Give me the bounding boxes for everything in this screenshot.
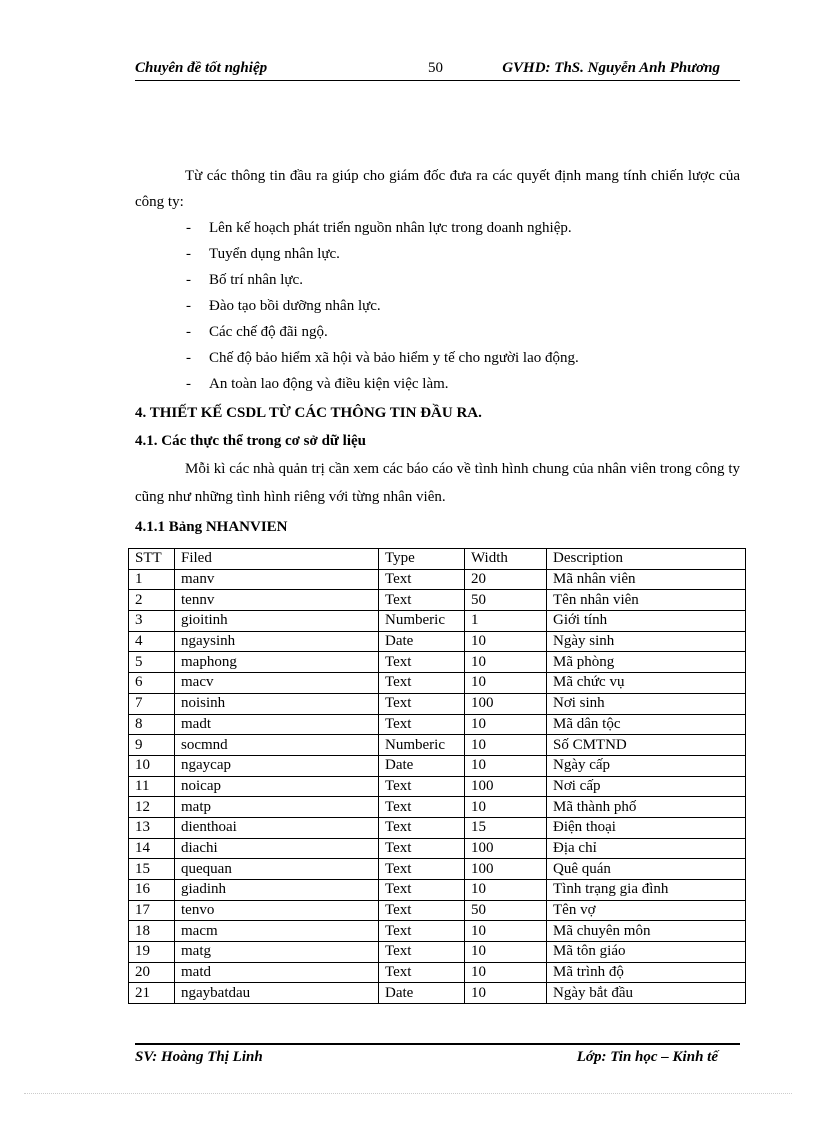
table-cell: maphong <box>175 652 379 673</box>
table-cell: Text <box>379 673 465 694</box>
table-cell: tennv <box>175 590 379 611</box>
column-header: Width <box>465 549 547 570</box>
table-cell: 100 <box>465 693 547 714</box>
table-cell: Mã thành phố <box>547 797 746 818</box>
table-row <box>129 693 746 714</box>
table-cell: Ngày cấp <box>547 755 746 776</box>
table-cell: Mã phòng <box>547 652 746 673</box>
table-cell: Text <box>379 921 465 942</box>
table-cell: Text <box>379 817 465 838</box>
table-cell: ngaycap <box>175 755 379 776</box>
page-header <box>135 58 740 81</box>
table-cell: Mã tôn giáo <box>547 942 746 963</box>
table-cell: Tình trạng gia đình <box>547 880 746 901</box>
table-cell: Tên vợ <box>547 900 746 921</box>
table-cell: 19 <box>129 942 175 963</box>
table-cell: Quê quán <box>547 859 746 880</box>
table-row <box>129 776 746 797</box>
table-cell: Nơi cấp <box>547 776 746 797</box>
table-row <box>129 590 746 611</box>
table-row <box>129 735 746 756</box>
table-cell: 10 <box>465 880 547 901</box>
table-cell: 10 <box>465 942 547 963</box>
list-item: - Chế độ bảo hiểm xã hội và bảo hiểm y tế cho người lao động. <box>135 345 740 371</box>
table-cell: madt <box>175 714 379 735</box>
table-row <box>129 880 746 901</box>
table-cell: 10 <box>465 673 547 694</box>
table-row <box>129 797 746 818</box>
list-item: - Các chế độ đãi ngộ. <box>135 319 740 345</box>
table-cell: 10 <box>465 652 547 673</box>
table-row <box>129 714 746 735</box>
table-cell: Mã trình độ <box>547 962 746 983</box>
table-cell: 20 <box>465 569 547 590</box>
table-cell: manv <box>175 569 379 590</box>
table-cell: 100 <box>465 776 547 797</box>
nhanvien-table <box>128 548 746 1004</box>
intro-paragraph: Từ các thông tin đầu ra giúp cho giám đốc đưa ra các quyết định mang tính chiến lược của công ty: <box>135 168 740 210</box>
table-cell: 100 <box>465 859 547 880</box>
table-body <box>129 569 746 1003</box>
table-cell: Ngày bắt đầu <box>547 983 746 1004</box>
table-cell: Nơi sinh <box>547 693 746 714</box>
table-cell: 9 <box>129 735 175 756</box>
bottom-divider <box>24 1093 792 1094</box>
section-paragraph: Mỗi kì các nhà quản trị cần xem các báo cáo về tình hình chung của nhân viên trong công ty cũng như những tình hình riêng với từng nhân viên. <box>135 461 740 505</box>
table-cell: Text <box>379 693 465 714</box>
list-item: - Tuyển dụng nhân lực. <box>135 241 740 267</box>
table-cell: 100 <box>465 838 547 859</box>
table-cell: Giới tính <box>547 611 746 632</box>
table-row <box>129 983 746 1004</box>
table-cell: 6 <box>129 673 175 694</box>
page-number: 50 <box>428 60 443 76</box>
table-cell: Mã chức vụ <box>547 673 746 694</box>
table-cell: Text <box>379 797 465 818</box>
table-cell: Text <box>379 776 465 797</box>
table-cell: socmnd <box>175 735 379 756</box>
table-row <box>129 900 746 921</box>
table-cell: 18 <box>129 921 175 942</box>
table-cell: 4 <box>129 631 175 652</box>
page-footer <box>135 1043 740 1065</box>
list-item: - Lên kế hoạch phát triển nguồn nhân lực trong doanh nghiệp. <box>135 215 740 241</box>
table-cell: 13 <box>129 817 175 838</box>
table-cell: 1 <box>465 611 547 632</box>
table-cell: 10 <box>465 735 547 756</box>
table-cell: ngaybatdau <box>175 983 379 1004</box>
table-cell: Tên nhân viên <box>547 590 746 611</box>
table-cell: Text <box>379 838 465 859</box>
footer-left: SV: Hoàng Thị Linh <box>135 1049 263 1065</box>
table-cell: 15 <box>129 859 175 880</box>
table-cell: 8 <box>129 714 175 735</box>
table-cell: Mã nhân viên <box>547 569 746 590</box>
table-row <box>129 631 746 652</box>
table-cell: noicap <box>175 776 379 797</box>
table-cell: Text <box>379 569 465 590</box>
table-cell: Text <box>379 859 465 880</box>
table-cell: diachi <box>175 838 379 859</box>
table-cell: 1 <box>129 569 175 590</box>
table-cell: Numberic <box>379 611 465 632</box>
footer-right: Lớp: Tin học – Kinh tế <box>576 1049 718 1065</box>
bullet-list <box>135 215 740 397</box>
table-cell: Text <box>379 962 465 983</box>
table-row <box>129 817 746 838</box>
table-cell: quequan <box>175 859 379 880</box>
table-row <box>129 838 746 859</box>
table-cell: Số CMTND <box>547 735 746 756</box>
table-cell: Text <box>379 942 465 963</box>
table-cell: 2 <box>129 590 175 611</box>
table-cell: matp <box>175 797 379 818</box>
table-cell: 15 <box>465 817 547 838</box>
table-cell: 7 <box>129 693 175 714</box>
table-cell: matd <box>175 962 379 983</box>
table-cell: ngaysinh <box>175 631 379 652</box>
table-row <box>129 652 746 673</box>
table-cell: 20 <box>129 962 175 983</box>
table-cell: 10 <box>465 983 547 1004</box>
table-row <box>129 962 746 983</box>
table-cell: 10 <box>129 755 175 776</box>
table-cell: Địa chỉ <box>547 838 746 859</box>
table-cell: 10 <box>465 797 547 818</box>
table-cell: Text <box>379 880 465 901</box>
table-cell: Date <box>379 755 465 776</box>
table-row <box>129 921 746 942</box>
column-header: STT <box>129 549 175 570</box>
table-cell: Text <box>379 590 465 611</box>
table-cell: 50 <box>465 900 547 921</box>
list-item: - An toàn lao động và điều kiện việc làm. <box>135 371 740 397</box>
section-heading: 4. THIẾT KẾ CSDL TỪ CÁC THÔNG TIN ĐẦU RA. <box>135 405 482 421</box>
table-cell: 10 <box>465 631 547 652</box>
table-cell: 10 <box>465 921 547 942</box>
table-cell: Mã dân tộc <box>547 714 746 735</box>
table-row <box>129 942 746 963</box>
table-cell: 21 <box>129 983 175 1004</box>
table-cell: Mã chuyên môn <box>547 921 746 942</box>
header-left: Chuyên đề tốt nghiệp <box>135 60 268 76</box>
table-row <box>129 755 746 776</box>
list-item: - Đào tạo bồi dưỡng nhân lực. <box>135 293 740 319</box>
table-cell: macm <box>175 921 379 942</box>
table-cell: 10 <box>465 714 547 735</box>
table-cell: giadinh <box>175 880 379 901</box>
table-cell: Text <box>379 900 465 921</box>
table-row <box>129 859 746 880</box>
table-cell: 50 <box>465 590 547 611</box>
header-right: GVHD: ThS. Nguyễn Anh Phương <box>502 60 720 76</box>
table-cell: Ngày sinh <box>547 631 746 652</box>
table-cell: 11 <box>129 776 175 797</box>
table-cell: Text <box>379 652 465 673</box>
table-row <box>129 569 746 590</box>
table-cell: 14 <box>129 838 175 859</box>
table-cell: macv <box>175 673 379 694</box>
table-cell: 12 <box>129 797 175 818</box>
table-cell: Điện thoại <box>547 817 746 838</box>
column-header: Type <box>379 549 465 570</box>
table-cell: Text <box>379 714 465 735</box>
table-cell: 10 <box>465 755 547 776</box>
table-row <box>129 611 746 632</box>
column-header: Description <box>547 549 746 570</box>
list-item: - Bố trí nhân lực. <box>135 267 740 293</box>
table-cell: matg <box>175 942 379 963</box>
table-cell: 5 <box>129 652 175 673</box>
table-cell: gioitinh <box>175 611 379 632</box>
table-cell: tenvo <box>175 900 379 921</box>
table-cell: Date <box>379 631 465 652</box>
table-cell: noisinh <box>175 693 379 714</box>
table-header-row <box>129 549 746 570</box>
table-cell: Date <box>379 983 465 1004</box>
table-cell: dienthoai <box>175 817 379 838</box>
subsection-heading: 4.1. Các thực thể trong cơ sở dữ liệu <box>135 433 366 449</box>
table-cell: Numberic <box>379 735 465 756</box>
table-cell: 3 <box>129 611 175 632</box>
table-cell: 10 <box>465 962 547 983</box>
table-caption: 4.1.1 Bảng NHANVIEN <box>135 519 288 535</box>
table-cell: 16 <box>129 880 175 901</box>
table-row <box>129 673 746 694</box>
table-cell: 17 <box>129 900 175 921</box>
column-header: Filed <box>175 549 379 570</box>
document-body <box>135 163 740 541</box>
